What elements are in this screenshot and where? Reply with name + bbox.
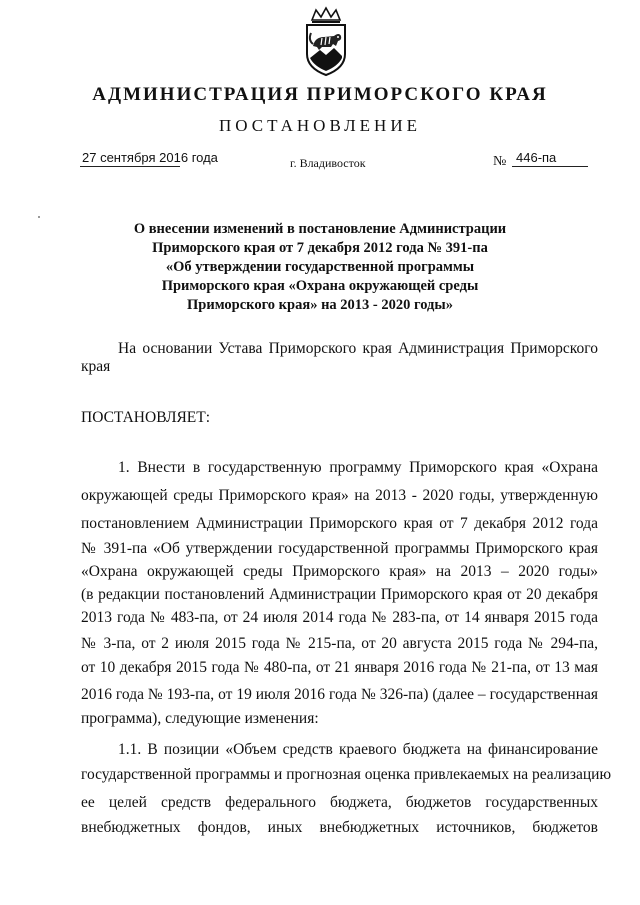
body-line: № 391-па «Об утверждении государственной программы Приморского края [81,540,598,557]
body-line: окружающей среды Приморского края» на 2013 - 2020 годы, утвержденную [81,487,598,504]
subject-line: Приморского края от 7 декабря 2012 года № 391-па [152,240,488,256]
body-line: внебюджетных фондов, иных внебюджетных источников, бюджетов [81,819,598,836]
subject-line: Приморского края «Охрана окружающей среды [161,278,479,294]
document-type: ПОСТАНОВЛЕНИЕ [218,116,421,135]
preamble-line: края [81,358,111,375]
margin-mark [38,216,40,218]
document-subject [100,220,540,315]
body-line: 2016 года № 193-па, от 19 июля 2016 года № 326-па) (далее – государственная [81,686,598,703]
body-line: программа), следующие изменения: [81,710,319,727]
document-city: г. Владивосток [290,156,366,170]
organization-title: АДМИНИСТРАЦИЯ ПРИМОРСКОГО КРАЯ [92,84,548,105]
preamble-line: На основании Устава Приморского края Администрация Приморского [118,340,598,357]
subject-line: Приморского края» на 2013 - 2020 годы» [187,297,453,313]
subject-line: «Об утверждении государственной программы [165,259,475,275]
body-line: постановлением Администрации Приморского края от 7 декабря 2012 года [81,515,598,532]
body-line: государственной программы и прогнозная оценка привлекаемых на реализацию [81,766,612,783]
body-line: от 10 декабря 2015 года № 480-па, от 21 января 2016 года № 21-па, от 13 мая [81,659,598,676]
body-line: 1. Внести в государственную программу Приморского края «Охрана [118,459,598,476]
document-date: 27 сентября 2016 года [82,150,218,165]
body-line: 1.1. В позиции «Объем средств краевого бюджета на финансирование [118,741,598,758]
body-line: (в редакции постановлений Администрации Приморского края от 20 декабря [81,586,598,603]
document-number-label: № [493,154,507,169]
body-line: «Охрана окружающей среды Приморского края» на 2013 – 2020 годы» [81,563,598,580]
decree-word: ПОСТАНОВЛЯЕТ: [81,409,211,426]
document-number: 446-па [512,150,588,167]
coat-of-arms-tiger-icon [298,6,354,78]
subject-line: О внесении изменений в постановление Администрации [133,221,507,237]
body-line: ее целей средств федерального бюджета, бюджетов государственных [81,794,598,811]
body-line: № 3-па, от 2 июля 2015 года № 215-па, от 20 августа 2015 года № 294-па, [81,635,598,652]
body-line: 2013 года № 483-па, от 24 июля 2014 года № 283-па, от 14 января 2015 года [81,609,598,626]
